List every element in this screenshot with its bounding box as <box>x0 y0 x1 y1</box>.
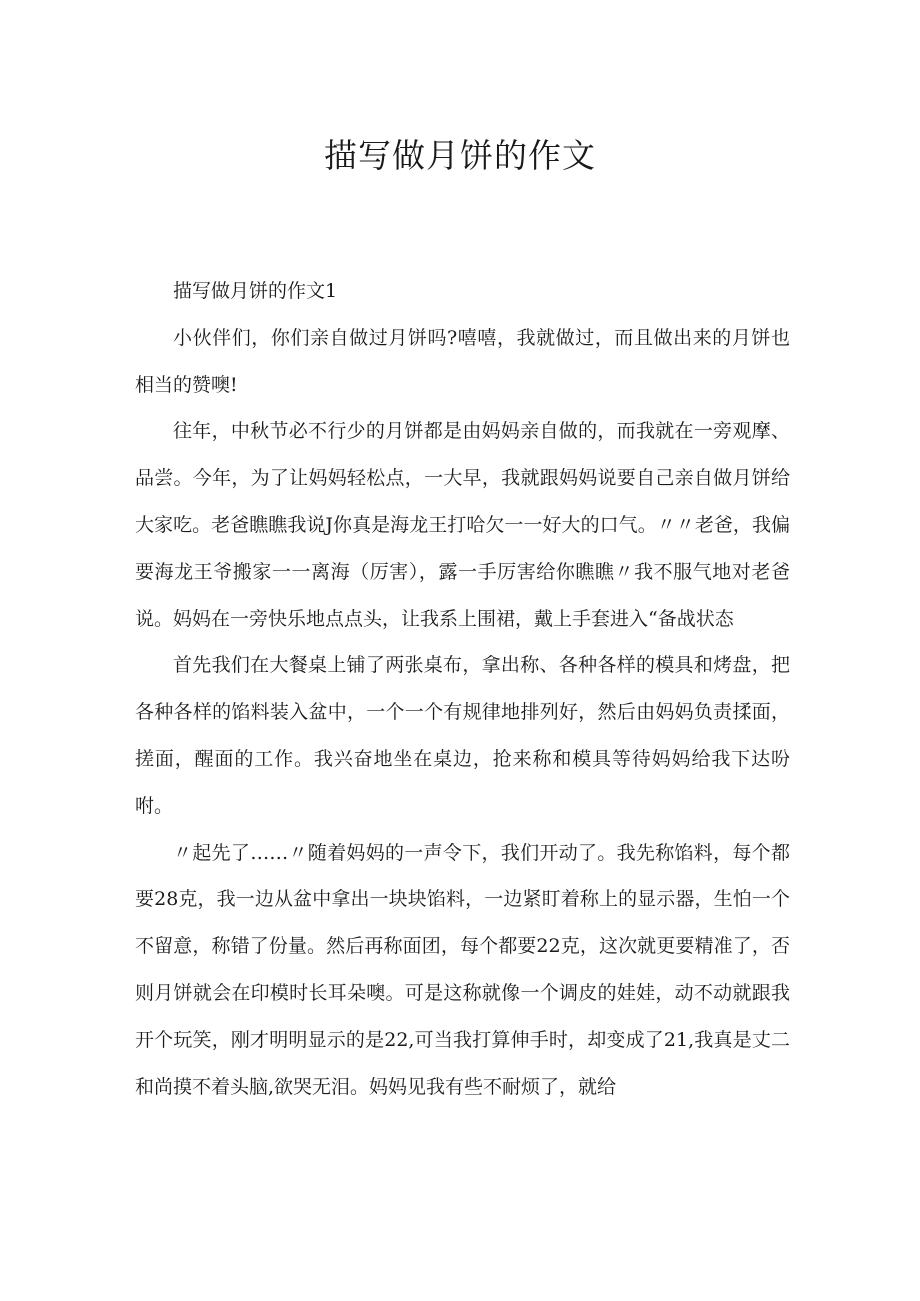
document-title: 描写做月饼的作文 <box>324 136 596 175</box>
paragraph: 往年，中秋节必不行少的月饼都是由妈妈亲自做的，而我就在一旁观摩、品尝。今年，为了让妈妈轻松点，一大早，我就跟妈妈说要自己亲自做月饼给大家吃。老爸瞧瞧我说J你真是海龙王打哈欠一一好大的口气。〃〃老爸，我偏要海龙王爷搬家一一离海（厉害），露一手厉害给你瞧瞧〃我不服气地对老爸说。妈妈在一旁快乐地点点头，让我系上围裙，戴上手套进入“备战状态 <box>135 420 790 630</box>
paragraph: 〃起先了……〃随着妈妈的一声令下，我们开动了。我先称馅料，每个都要28克，我一边从盆中拿出一块块馅料，一边紧盯着称上的显示器，生怕一个不留意，称错了份量。然后再称面团，每个都要22克，这次就更要精准了，否则月饼就会在印模时长耳朵噢。可是这称就像一个调皮的娃娃，动不动就跟我开个玩笑，刚才明明显示的是22,可当我打算伸手时，却变成了21,我真是丈二和尚摸不着头脑,欲哭无泪。妈妈见我有些不耐烦了，就给 <box>135 841 790 1098</box>
paragraph: 首先我们在大餐桌上铺了两张桌布，拿出称、各种各样的模具和烤盘，把各种各样的馅料装入盆中，一个一个有规律地排列好，然后由妈妈负责揉面，搓面，醒面的工作。我兴奋地坐在桌边，抢来称和模具等待妈妈给我下达吩咐。 <box>135 654 790 817</box>
paragraph: 小伙伴们，你们亲自做过月饼吗?嘻嘻，我就做过，而且做出来的月饼也相当的赞噢! <box>135 326 790 396</box>
document-body <box>135 268 790 1110</box>
section-heading: 描写做月饼的作文1 <box>173 280 338 302</box>
